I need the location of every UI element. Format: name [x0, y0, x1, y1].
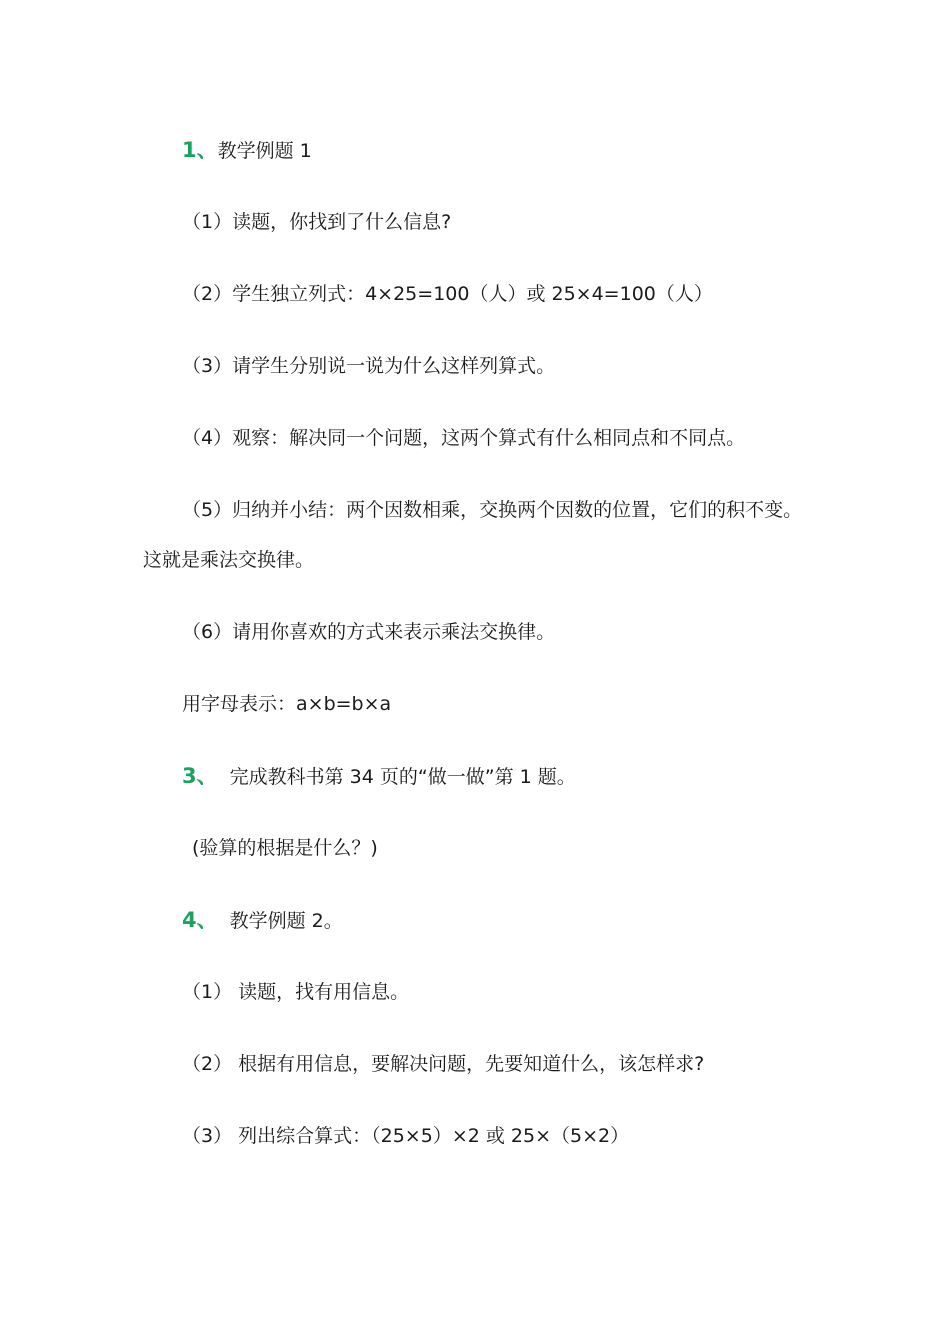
- section-number: 3、: [182, 764, 218, 788]
- paragraph-text: （2）学生独立列式：4×25=100（人）或 25×4=100（人）: [182, 283, 713, 305]
- paragraph-text: （5）归纳并小结：两个因数相乘，交换两个因数的位置，它们的积不变。: [182, 499, 803, 521]
- section-title: 教学例题 1: [217, 140, 312, 162]
- paragraph-ex2-step-2: [182, 1052, 704, 1076]
- section-heading-3: [182, 764, 576, 789]
- paragraph-text: 这就是乘法交换律。: [143, 549, 315, 571]
- paragraph-formula: [182, 692, 391, 716]
- paragraph-step-2: [182, 282, 713, 306]
- paragraph-verification: [192, 836, 378, 860]
- paragraph-step-1: [182, 210, 451, 234]
- paragraph-text: （4）观察：解决同一个问题，这两个算式有什么相同点和不同点。: [182, 427, 746, 449]
- paragraph-text: （3） 列出综合算式：（25×5）×2 或 25×（5×2）: [182, 1125, 630, 1147]
- paragraph-text: （6）请用你喜欢的方式来表示乘法交换律。: [182, 621, 556, 643]
- section-number: 1、: [182, 138, 218, 162]
- paragraph-step-6: [182, 620, 555, 644]
- paragraph-step-4: [182, 426, 745, 450]
- paragraph-text: （3）请学生分别说一说为什么这样列算式。: [182, 355, 556, 377]
- paragraph-text: （1）读题，你找到了什么信息?: [182, 211, 452, 233]
- paragraph-step-5-continuation: [143, 548, 314, 572]
- section-title: 完成教科书第 34 页的“做一做”第 1 题。: [229, 766, 576, 788]
- paragraph-step-5: [182, 498, 802, 522]
- paragraph-text: 用字母表示：a×b=b×a: [182, 693, 392, 715]
- section-heading-4: [182, 908, 343, 933]
- paragraph-text: （1） 读题，找有用信息。: [182, 981, 410, 1003]
- paragraph-ex2-step-3: [182, 1124, 629, 1148]
- paragraph-step-3: [182, 354, 555, 378]
- section-heading-1: [182, 138, 312, 163]
- section-number: 4、: [182, 908, 218, 932]
- paragraph-text: （2） 根据有用信息，要解决问题，先要知道什么，该怎样求?: [182, 1053, 705, 1075]
- paragraph-text: (验算的根据是什么？): [192, 837, 378, 859]
- section-title: 教学例题 2。: [229, 910, 343, 932]
- paragraph-ex2-step-1: [182, 980, 409, 1004]
